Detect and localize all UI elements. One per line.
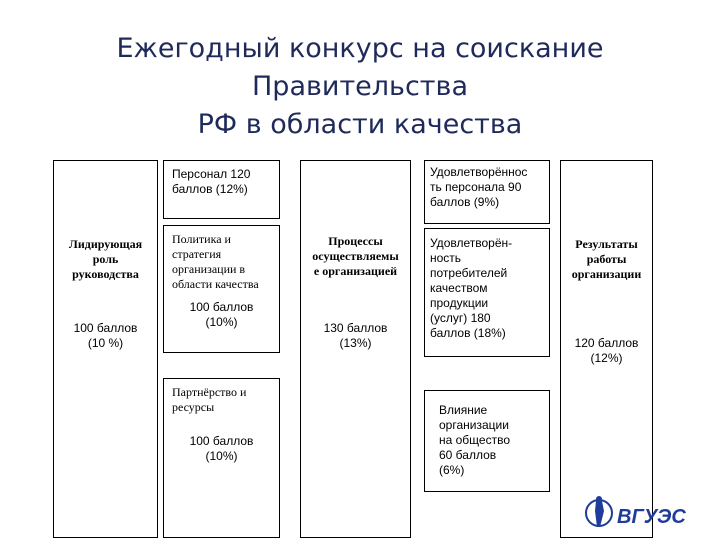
- society-impact-label: [439, 403, 547, 478]
- staff-satisfaction-line: Удовлетворённос: [430, 165, 528, 179]
- staff-satisfaction-line: ть персонала 90: [430, 180, 522, 194]
- society-impact-line: (6%): [439, 463, 465, 477]
- staff-satisfaction-label: [430, 165, 548, 210]
- results-label-line: работы: [586, 252, 627, 266]
- processes-points-line: 130 баллов: [323, 321, 388, 335]
- policy-points-line: 100 баллов: [189, 300, 254, 314]
- processes-label-line: е организацией: [313, 264, 398, 278]
- society-impact-line: организации: [439, 418, 509, 432]
- processes-points-line: (13%): [339, 336, 372, 350]
- consumer-satisfaction-line: баллов (18%): [430, 326, 506, 340]
- personnel-label-line: Персонал 120: [172, 167, 251, 181]
- consumer-satisfaction-line: потребителей: [430, 266, 508, 280]
- partnership-points-line: (10%): [205, 449, 238, 463]
- policy-label-line: области качества: [172, 277, 259, 291]
- staff-satisfaction-box: [424, 160, 550, 224]
- consumer-satisfaction-box: [424, 228, 550, 357]
- consumer-satisfaction-line: Удовлетворён-: [430, 236, 513, 250]
- partnership-label: [172, 385, 278, 415]
- consumer-satisfaction-line: продукции: [430, 296, 489, 310]
- leadership-label-line: Лидирующая: [68, 237, 143, 251]
- processes-box: [300, 160, 411, 538]
- consumer-satisfaction-line: (услуг) 180: [430, 311, 491, 325]
- results-points-line: (12%): [590, 351, 623, 365]
- results-label-line: организации: [571, 267, 642, 281]
- results-box: [560, 160, 653, 538]
- policy-points: [164, 300, 279, 330]
- policy-box: [163, 225, 280, 353]
- policy-label-line: организации в: [172, 262, 246, 276]
- personnel-label: [172, 167, 276, 197]
- partnership-label-line: Партнёрство и: [172, 385, 247, 399]
- title-line-2: РФ в области качества: [197, 109, 523, 140]
- personnel-box: [163, 160, 280, 219]
- personnel-label-line: баллов (12%): [172, 182, 248, 196]
- results-label: [561, 237, 652, 282]
- title-line-1: Ежегодный конкурс на соискание Правительства: [116, 33, 604, 102]
- partnership-label-line: ресурсы: [172, 400, 215, 414]
- processes-points: [301, 321, 410, 351]
- results-points-line: 120 баллов: [574, 336, 639, 350]
- policy-label-line: Политика и: [172, 232, 231, 246]
- society-impact-line: Влияние: [439, 403, 488, 417]
- leadership-label: [54, 237, 157, 282]
- processes-label-line: Процессы: [328, 234, 383, 248]
- logo-text: ВГУЭС: [617, 506, 686, 528]
- leadership-label-line: руководства: [72, 267, 139, 281]
- vgues-logo: [583, 493, 695, 537]
- leadership-points-line: (10 %): [87, 336, 124, 350]
- leadership-points-line: 100 баллов: [73, 321, 138, 335]
- society-impact-line: на общество: [439, 433, 511, 447]
- society-impact-box: [424, 390, 550, 492]
- staff-satisfaction-line: баллов (9%): [430, 195, 500, 209]
- processes-label: [301, 234, 410, 279]
- consumer-satisfaction-label: [430, 236, 548, 341]
- policy-label-line: стратегия: [172, 247, 222, 261]
- partnership-box: [163, 378, 280, 538]
- leadership-points: [54, 321, 157, 351]
- consumer-satisfaction-line: качеством: [430, 281, 488, 295]
- consumer-satisfaction-line: ность: [430, 251, 462, 265]
- leadership-label-line: роль: [92, 252, 119, 266]
- leadership-box: [53, 160, 158, 538]
- partnership-points-line: 100 баллов: [189, 434, 254, 448]
- results-points: [561, 336, 652, 366]
- society-impact-line: 60 баллов: [439, 448, 497, 462]
- figure-emblem-icon: [586, 496, 612, 527]
- partnership-points: [164, 434, 279, 464]
- slide-title: [20, 30, 700, 144]
- policy-points-line: (10%): [205, 315, 238, 329]
- policy-label: [172, 232, 278, 292]
- results-label-line: Результаты: [575, 237, 638, 251]
- processes-label-line: осуществляемы: [312, 249, 399, 263]
